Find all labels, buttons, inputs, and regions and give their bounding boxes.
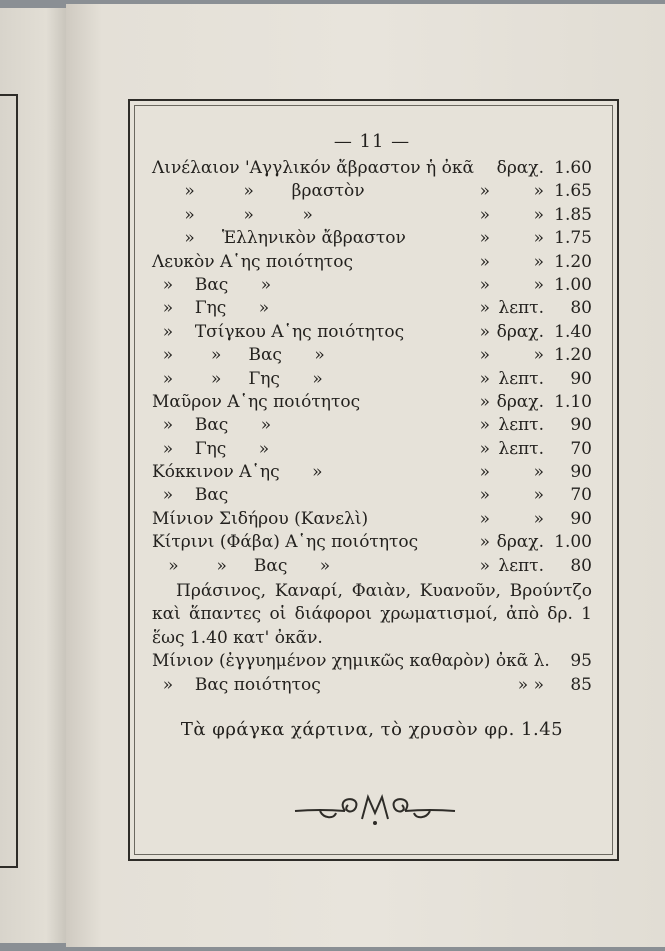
- item-name: Μίνιον Σιδήρου (Κανελὶ): [152, 508, 369, 529]
- item-name: » » Γης »: [152, 368, 323, 389]
- price-row: [152, 508, 592, 531]
- ditto-mark: »: [479, 181, 490, 202]
- price-row: [152, 180, 592, 203]
- unit-label: δραχ.: [496, 158, 544, 178]
- ditto-mark: »: [479, 415, 490, 436]
- price-rows: [152, 157, 592, 578]
- price-row: [152, 368, 592, 391]
- page-number: — 11 —: [333, 131, 411, 152]
- price-value: 95: [570, 651, 592, 672]
- unit-label: »: [533, 485, 544, 506]
- item-name: » Ἑλληνικὸν ἄβραστον: [152, 228, 406, 249]
- price-value: 90: [570, 462, 592, 483]
- price-value: 1.85: [554, 204, 592, 225]
- unit-label: »: [533, 204, 544, 225]
- price-row: [152, 484, 592, 507]
- price-value: 90: [570, 415, 592, 436]
- price-value: 1.60: [554, 158, 592, 178]
- item-name: » » »: [152, 204, 313, 225]
- price-value: 1.40: [554, 321, 592, 342]
- closing-line: Τὰ φράγκα χάρτινα, τὸ χρυσὸν φρ. 1.45: [180, 719, 564, 741]
- price-value: 1.65: [554, 181, 592, 202]
- price-value: 80: [570, 555, 592, 576]
- price-value: 1.20: [554, 251, 592, 272]
- price-value: 85: [570, 674, 592, 695]
- price-value: 1.00: [554, 274, 592, 295]
- ditto-mark: »: [479, 321, 490, 342]
- price-row: [152, 344, 592, 367]
- item-name: Κόκκινον Α῾ης »: [152, 462, 323, 483]
- item-name: » Βας: [152, 485, 229, 506]
- ditto-mark: »: [479, 438, 490, 459]
- item-name: » Γης »: [152, 298, 270, 319]
- item-name: Μίνιον (ἐγγυημένον χημικῶς καθαρὸν) ὀκᾶ λ.: [152, 651, 550, 672]
- price-value: 80: [570, 298, 592, 319]
- price-row: [152, 297, 592, 320]
- left-page-edge: [0, 8, 66, 943]
- item-name: Λευκὸν Α῾ης ποιότητος: [152, 251, 353, 272]
- price-row: [152, 461, 592, 484]
- ditto-mark: »: [479, 508, 490, 529]
- unit-label: λεπτ.: [498, 298, 544, 319]
- price-value: 90: [570, 508, 592, 529]
- price-value: 90: [570, 368, 592, 389]
- unit-label: »: [533, 274, 544, 295]
- unit-label: δραχ.: [496, 391, 544, 412]
- item-name: » » Βας »: [152, 555, 331, 576]
- unit-label: »: [533, 251, 544, 272]
- ditto-mark: »: [479, 204, 490, 225]
- unit-label: »: [533, 508, 544, 529]
- unit-label: »: [533, 228, 544, 249]
- colors-paragraph: Πράσινος, Καναρί, Φαιὰν, Κυανοῦν, Βρούντζο καὶ ἅπαντες οἱ διάφοροι χρωματισμοί, ἀπὸ δρ. 1 ἕως 1.40 κατ' ὀκᾶν.: [152, 581, 592, 648]
- fleuron-ornament: [290, 789, 460, 829]
- price-value: 1.20: [554, 345, 592, 366]
- price-row: [152, 674, 592, 697]
- unit-label: λεπτ.: [498, 438, 544, 459]
- ditto-mark: »: [479, 485, 490, 506]
- price-row: [152, 555, 592, 578]
- item-name: » » βραστὸν: [152, 181, 365, 202]
- item-name: » Βας ποιότητος: [152, 674, 321, 695]
- ditto-mark: »: [479, 532, 490, 553]
- right-page: [66, 4, 665, 947]
- item-name: » Γης »: [152, 438, 270, 459]
- ditto-mark: »: [479, 251, 490, 272]
- price-value: 1.10: [554, 391, 592, 412]
- price-row: [152, 321, 592, 344]
- ditto-mark: »: [479, 555, 490, 576]
- unit-label: δραχ.: [496, 321, 544, 342]
- ditto-mark: »: [479, 391, 490, 412]
- price-row: [152, 274, 592, 297]
- price-value: 70: [570, 485, 592, 506]
- page-frame: [128, 99, 619, 861]
- item-name: » Βας »: [152, 274, 272, 295]
- unit-label: λεπτ.: [498, 555, 544, 576]
- price-value: 1.75: [554, 228, 592, 249]
- price-value: 1.00: [554, 532, 592, 553]
- item-name: » » Βας »: [152, 345, 325, 366]
- item-name: Κίτρινι (Φάβα) Α῾ης ποιότητος: [152, 532, 419, 553]
- price-rows-2: [152, 650, 592, 697]
- price-row: [152, 204, 592, 227]
- price-row: [152, 531, 592, 554]
- price-row: [152, 391, 592, 414]
- unit-label: λεπτ.: [498, 368, 544, 389]
- price-row: [152, 414, 592, 437]
- price-row: [152, 227, 592, 250]
- unit-label: δραχ.: [496, 532, 544, 553]
- price-row: [152, 438, 592, 461]
- price-row: [152, 251, 592, 274]
- price-row: [152, 650, 592, 673]
- ditto-mark: »: [479, 274, 490, 295]
- ditto-mark: »: [479, 368, 490, 389]
- item-name: Μαῦρον Α῾ης ποιότητος: [152, 391, 361, 412]
- price-list: [152, 127, 592, 740]
- price-row: [152, 157, 592, 180]
- ditto-mark: »: [479, 298, 490, 319]
- ditto-mark: »: [479, 462, 490, 483]
- ditto-mark: »: [479, 228, 490, 249]
- unit-label: »: [533, 462, 544, 483]
- unit-label: λεπτ.: [498, 415, 544, 436]
- unit-label: »: [533, 181, 544, 202]
- item-name: Λινέλαιον 'Αγγλικόν ἄβραστον ἡ ὀκᾶ: [152, 158, 474, 178]
- item-name: » Τσίγκου Α῾ης ποιότητος: [152, 321, 405, 342]
- unit-label: »: [533, 345, 544, 366]
- item-name: » Βας »: [152, 415, 272, 436]
- price-value: 70: [570, 438, 592, 459]
- unit-label: » »: [517, 674, 544, 695]
- ditto-mark: »: [479, 345, 490, 366]
- left-page-frame: [0, 94, 18, 868]
